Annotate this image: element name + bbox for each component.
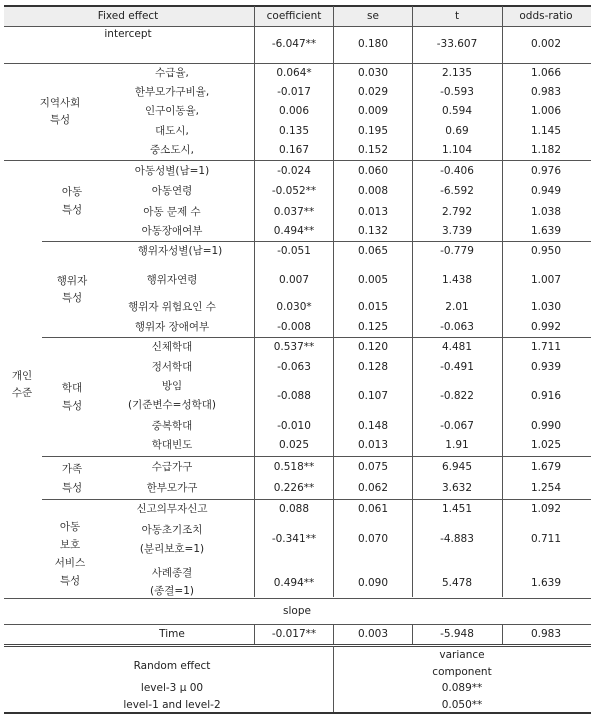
- abuse-t: 1.91: [445, 438, 469, 451]
- perpetrator-t: -0.063: [440, 320, 474, 333]
- service-se: 0.090: [357, 576, 389, 589]
- child-coef: -0.024: [277, 164, 311, 177]
- slope-label: slope: [283, 604, 311, 617]
- service-label-2: 보호: [59, 538, 81, 551]
- child-rule: [42, 241, 591, 242]
- child-se: 0.132: [357, 224, 389, 237]
- family-se: 0.075: [357, 460, 389, 473]
- service-var-note: (종결=1): [150, 584, 194, 597]
- abuse-var: 정서학대: [151, 360, 193, 373]
- vline-slope-t: [412, 625, 413, 644]
- region-t: 0.594: [441, 104, 473, 117]
- variance-component-label-1: variance: [439, 648, 485, 661]
- service-var: 아동초기조치: [141, 523, 203, 536]
- family-se: 0.062: [357, 481, 389, 494]
- region-coef: 0.167: [278, 143, 310, 156]
- child-se: 0.008: [357, 184, 389, 197]
- service-se: 0.061: [357, 502, 389, 515]
- abuse-se: 0.107: [357, 389, 389, 402]
- region-t: 2.135: [441, 66, 473, 79]
- perpetrator-or: 0.950: [530, 244, 562, 257]
- service-or: 1.092: [530, 502, 562, 515]
- child-se: 0.013: [357, 205, 389, 218]
- abuse-se: 0.013: [357, 438, 389, 451]
- slope-or: 0.983: [530, 627, 562, 640]
- abuse-t: -0.067: [440, 419, 474, 432]
- service-coef: 0.088: [278, 502, 310, 515]
- perpetrator-or: 1.007: [530, 273, 562, 286]
- intercept-label: intercept: [104, 27, 152, 40]
- abuse-or: 0.916: [530, 389, 562, 402]
- header-fixed-effect: Fixed effect: [97, 9, 159, 22]
- child-coef: 0.494**: [273, 224, 315, 237]
- region-or: 0.983: [530, 85, 562, 98]
- family-label-2: 특성: [61, 481, 83, 494]
- service-coef: -0.341**: [271, 532, 317, 545]
- service-label-3: 서비스: [54, 556, 86, 569]
- region-coef: 0.064*: [276, 66, 312, 79]
- perpetrator-var: 행위자성별(남=1): [137, 244, 223, 257]
- service-t: -4.883: [440, 532, 474, 545]
- perpetrator-se: 0.065: [357, 244, 389, 257]
- region-var: 대도시,: [155, 124, 189, 137]
- service-var: 사례종결: [151, 566, 193, 579]
- family-or: 1.679: [530, 460, 562, 473]
- slope-var: Time: [159, 627, 185, 640]
- abuse-coef: -0.088: [277, 389, 311, 402]
- abuse-var: 신체학대: [151, 340, 193, 353]
- abuse-var: 중복학대: [151, 419, 193, 432]
- family-t: 6.945: [441, 460, 473, 473]
- child-or: 0.949: [530, 184, 562, 197]
- variance-component-label-2: component: [432, 665, 492, 678]
- bottom-rule: [4, 712, 591, 714]
- abuse-label-1: 학대: [61, 381, 83, 394]
- region-se: 0.195: [357, 124, 389, 137]
- child-var: 아동성별(남=1): [134, 164, 210, 177]
- intercept-se: 0.180: [357, 37, 389, 50]
- vline-or: [502, 6, 503, 597]
- region-or: 1.182: [530, 143, 562, 156]
- vline-coefficient: [254, 6, 255, 597]
- service-or: 0.711: [530, 532, 562, 545]
- header-se: se: [367, 9, 379, 22]
- region-label-1: 지역사회: [39, 96, 81, 109]
- region-se: 0.009: [357, 104, 389, 117]
- region-t: 0.69: [445, 124, 469, 137]
- vline-random: [333, 646, 334, 712]
- child-t: -0.406: [440, 164, 474, 177]
- service-var-note: (분리보호=1): [139, 542, 205, 555]
- abuse-coef: 0.537**: [273, 340, 315, 353]
- random-row-value: 0.089**: [441, 681, 483, 694]
- vline-slope-se: [333, 625, 334, 644]
- region-se: 0.029: [357, 85, 389, 98]
- service-t: 1.451: [441, 502, 473, 515]
- perpetrator-t: -0.779: [440, 244, 474, 257]
- child-coef: 0.037**: [273, 205, 315, 218]
- slope-coef: -0.017**: [271, 627, 317, 640]
- region-var: 인구이동율,: [144, 104, 200, 117]
- perpetrator-or: 1.030: [530, 300, 562, 313]
- abuse-se: 0.120: [357, 340, 389, 353]
- child-se: 0.060: [357, 164, 389, 177]
- abuse-coef: 0.025: [278, 438, 310, 451]
- vline-slope-coef: [254, 625, 255, 644]
- abuse-var-note: (기준변수=성학대): [128, 398, 216, 411]
- family-label-1: 가족: [61, 462, 83, 475]
- region-coef: 0.135: [278, 124, 310, 137]
- perpetrator-coef: 0.007: [278, 273, 310, 286]
- individual-label-2: 수준: [11, 386, 33, 399]
- perpetrator-se: 0.125: [357, 320, 389, 333]
- vline-slope-or: [502, 625, 503, 644]
- child-label-2: 특성: [61, 203, 83, 216]
- header-t: t: [454, 9, 460, 22]
- abuse-t: -0.491: [440, 360, 474, 373]
- child-t: -6.592: [440, 184, 474, 197]
- region-var: 중소도시,: [150, 143, 194, 156]
- perpetrator-coef: 0.030*: [276, 300, 312, 313]
- perpetrator-var: 행위자연령: [146, 273, 198, 286]
- abuse-se: 0.148: [357, 419, 389, 432]
- abuse-label-2: 특성: [61, 399, 83, 412]
- region-or: 1.066: [530, 66, 562, 79]
- region-var: 수급율,: [155, 66, 189, 79]
- family-or: 1.254: [530, 481, 562, 494]
- random-row-value: 0.050**: [441, 698, 483, 711]
- family-coef: 0.518**: [273, 460, 315, 473]
- fixed-random-separator: [4, 644, 591, 647]
- child-t: 2.792: [441, 205, 473, 218]
- family-coef: 0.226**: [273, 481, 315, 494]
- service-se: 0.070: [357, 532, 389, 545]
- perpetrator-var: 행위자 장애여부: [134, 320, 210, 333]
- abuse-coef: -0.010: [277, 419, 311, 432]
- abuse-or: 1.025: [530, 438, 562, 451]
- slope-t: -5.948: [440, 627, 474, 640]
- child-var: 아동연령: [151, 184, 193, 197]
- child-var: 아동장애여부: [141, 224, 203, 237]
- header-coefficient: coefficient: [266, 9, 322, 22]
- child-or: 1.639: [530, 224, 562, 237]
- child-coef: -0.052**: [271, 184, 317, 197]
- region-or: 1.145: [530, 124, 562, 137]
- abuse-or: 0.990: [530, 419, 562, 432]
- region-t: 1.104: [441, 143, 473, 156]
- region-coef: 0.006: [278, 104, 310, 117]
- perpetrator-rule: [42, 337, 591, 338]
- perpetrator-coef: -0.051: [277, 244, 311, 257]
- vline-se: [333, 6, 334, 597]
- intercept-or: 0.002: [530, 37, 562, 50]
- service-label-4: 특성: [59, 574, 81, 587]
- perpetrator-label-2: 특성: [61, 291, 83, 304]
- region-t: -0.593: [440, 85, 474, 98]
- child-or: 0.976: [530, 164, 562, 177]
- family-t: 3.632: [441, 481, 473, 494]
- region-coef: -0.017: [277, 85, 311, 98]
- abuse-or: 0.939: [530, 360, 562, 373]
- abuse-or: 1.711: [530, 340, 562, 353]
- abuse-var: 학대빈도: [151, 438, 193, 451]
- service-or: 1.639: [530, 576, 562, 589]
- random-row-label: level-3 μ 00: [140, 681, 204, 694]
- region-var: 한부모가구비율,: [134, 85, 210, 98]
- family-var: 수급가구: [151, 460, 193, 473]
- abuse-se: 0.128: [357, 360, 389, 373]
- child-var: 아동 문제 수: [143, 205, 201, 218]
- family-var: 한부모가구: [146, 481, 198, 494]
- abuse-t: 4.481: [441, 340, 473, 353]
- abuse-rule: [42, 456, 591, 457]
- perpetrator-label-1: 행위자: [56, 274, 88, 287]
- service-var: 신고의무자신고: [136, 502, 208, 515]
- individual-rule: [4, 598, 591, 599]
- perpetrator-or: 0.992: [530, 320, 562, 333]
- service-t: 5.478: [441, 576, 473, 589]
- abuse-var: 방임: [161, 379, 183, 392]
- random-row-label: level-1 and level-2: [123, 698, 221, 711]
- intercept-t: -33.607: [436, 37, 478, 50]
- service-coef: 0.494**: [273, 576, 315, 589]
- perpetrator-se: 0.015: [357, 300, 389, 313]
- perpetrator-se: 0.005: [357, 273, 389, 286]
- region-se: 0.152: [357, 143, 389, 156]
- intercept-coef: -6.047**: [271, 37, 317, 50]
- service-label-1: 아동: [59, 520, 81, 533]
- individual-label-1: 개인: [11, 369, 33, 382]
- perpetrator-t: 2.01: [445, 300, 469, 313]
- region-label-2: 특성: [49, 113, 71, 126]
- region-or: 1.006: [530, 104, 562, 117]
- region-se: 0.030: [357, 66, 389, 79]
- family-rule: [42, 499, 591, 500]
- slope-se: 0.003: [357, 627, 389, 640]
- abuse-coef: -0.063: [277, 360, 311, 373]
- child-t: 3.739: [441, 224, 473, 237]
- perpetrator-t: 1.438: [441, 273, 473, 286]
- child-or: 1.038: [530, 205, 562, 218]
- abuse-t: -0.822: [440, 389, 474, 402]
- perpetrator-coef: -0.008: [277, 320, 311, 333]
- child-label-1: 아동: [61, 185, 83, 198]
- perpetrator-var: 행위자 위험요인 수: [128, 300, 216, 313]
- vline-t: [412, 6, 413, 597]
- header-odds-ratio: odds-ratio: [519, 9, 573, 22]
- random-effect-label: Random effect: [133, 659, 211, 672]
